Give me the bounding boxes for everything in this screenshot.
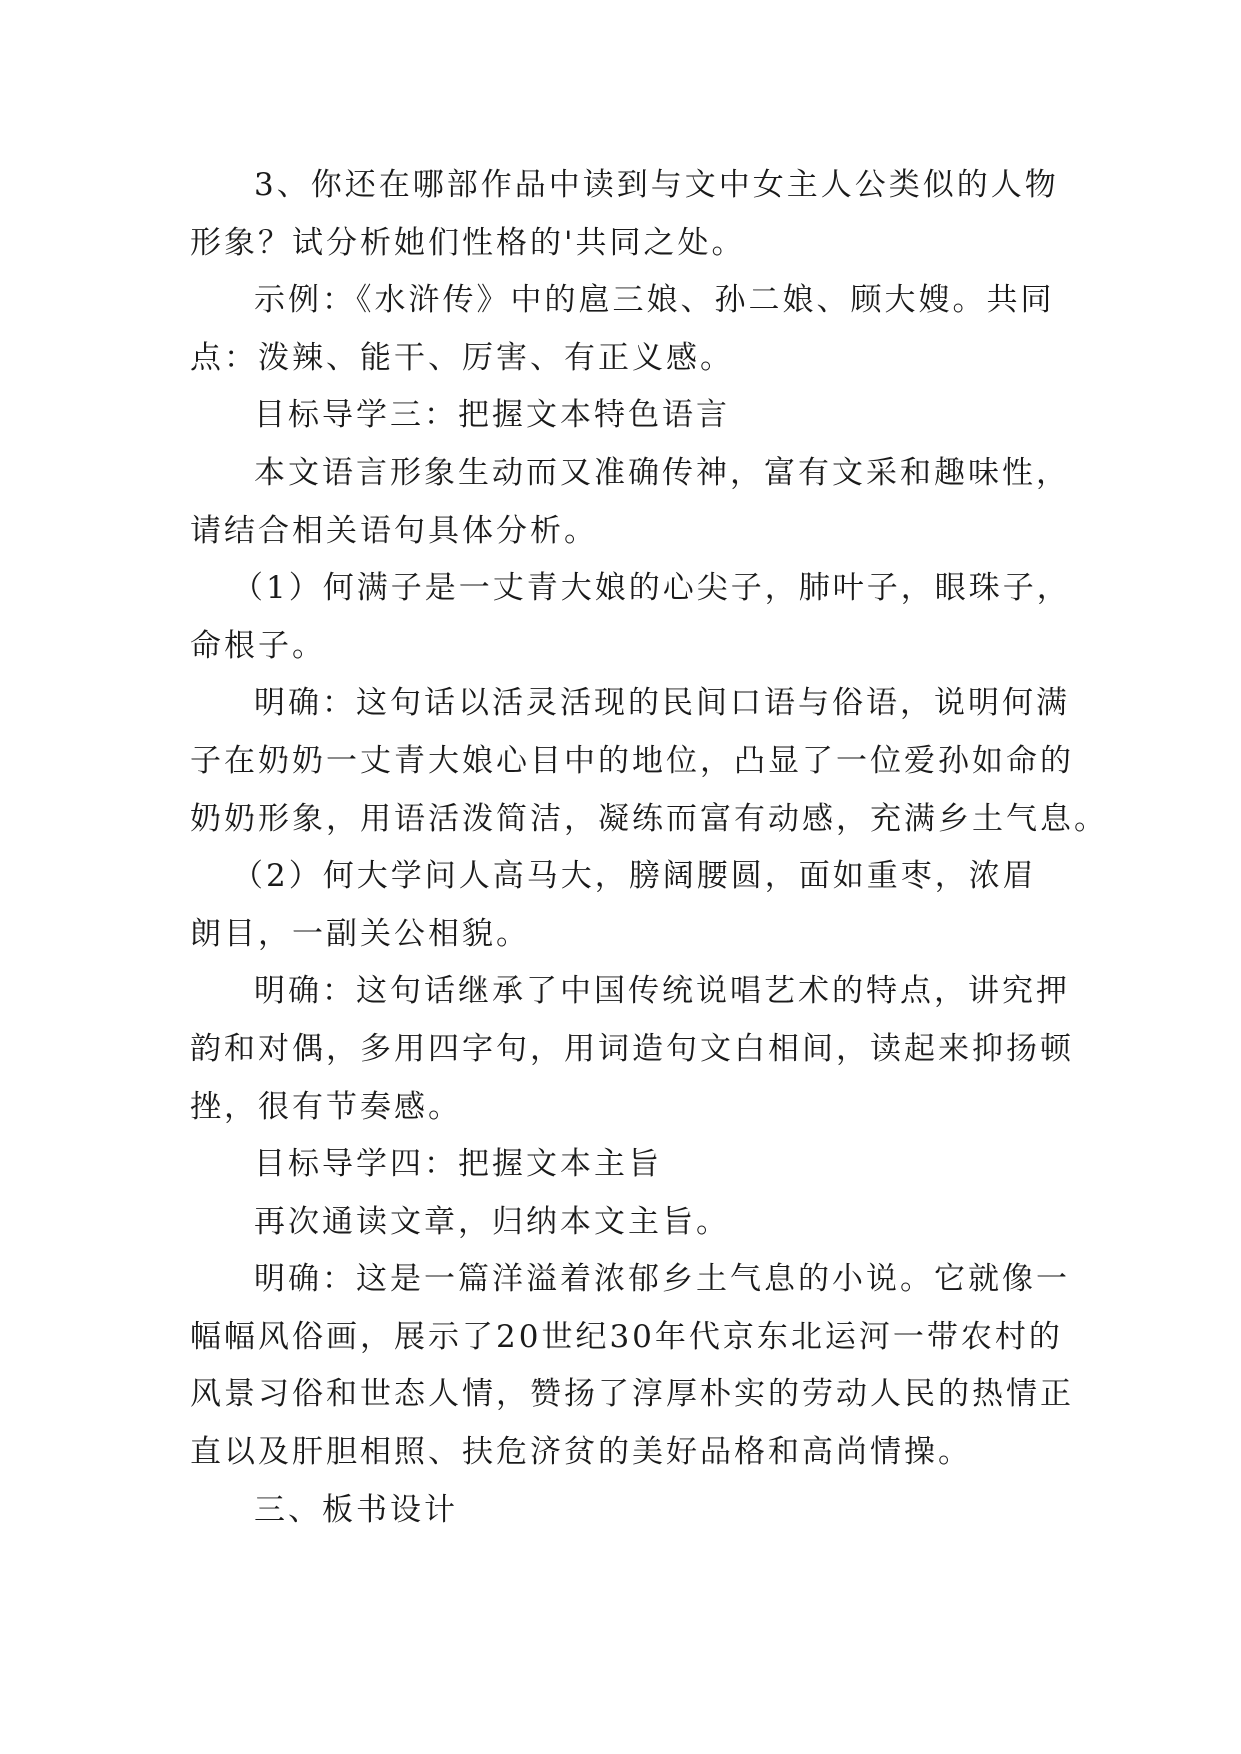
text-line: 明确：这句话继承了中国传统说唱艺术的特点，讲究押 bbox=[254, 973, 1070, 1010]
section-heading: 目标导学三：把握文本特色语言 bbox=[254, 397, 730, 434]
section-heading: 目标导学四：把握文本主旨 bbox=[254, 1146, 662, 1183]
text-line: 本文语言形象生动而又准确传神，富有文采和趣味性， bbox=[254, 454, 1070, 491]
text-line: 3、你还在哪部作品中读到与文中女主人公类似的人物 bbox=[254, 167, 1059, 203]
text-line: 奶奶形象，用语活泼简洁，凝练而富有动感，充满乡土气息。 bbox=[190, 800, 1108, 837]
text-line: （1）何满子是一丈青大娘的心尖子，肺叶子，眼珠子， bbox=[232, 570, 1071, 607]
text-line: 请结合相关语句具体分析。 bbox=[190, 512, 598, 549]
text-line: 明确：这句话以活灵活现的民间口语与俗语，说明何满 bbox=[254, 685, 1070, 722]
text-line: 风景习俗和世态人情，赞扬了淳厚朴实的劳动人民的热情正 bbox=[190, 1376, 1074, 1413]
text-line: 朗目，一副关公相貌。 bbox=[190, 915, 530, 952]
text-line: 命根子。 bbox=[190, 627, 326, 664]
text-line: 挫，很有节奏感。 bbox=[190, 1088, 462, 1125]
text-line: 明确：这是一篇洋溢着浓郁乡土气息的小说。它就像一 bbox=[254, 1261, 1070, 1298]
text-line: 直以及肝胆相照、扶危济贫的美好品格和高尚情操。 bbox=[190, 1434, 972, 1471]
text-line: 幅幅风俗画，展示了20世纪30年代京东北运河一带农村的 bbox=[190, 1318, 1063, 1355]
text-line: 示例：《水浒传》中的扈三娘、孙二娘、顾大嫂。共同 bbox=[254, 282, 1055, 319]
text-line: 再次通读文章，归纳本文主旨。 bbox=[254, 1203, 730, 1240]
section-heading: 三、板书设计 bbox=[254, 1491, 458, 1528]
text-line: 韵和对偶，多用四字句，用词造句文白相间，读起来抑扬顿 bbox=[190, 1030, 1074, 1067]
text-line: 形象？试分析她们性格的'共同之处。 bbox=[190, 224, 746, 261]
document-body bbox=[190, 157, 1108, 1539]
text-line: 点：泼辣、能干、厉害、有正义感。 bbox=[190, 339, 734, 376]
text-line: 子在奶奶一丈青大娘心目中的地位，凸显了一位爱孙如命的 bbox=[190, 742, 1074, 779]
text-line: （2）何大学问人高马大，膀阔腰圆，面如重枣，浓眉 bbox=[232, 858, 1037, 895]
